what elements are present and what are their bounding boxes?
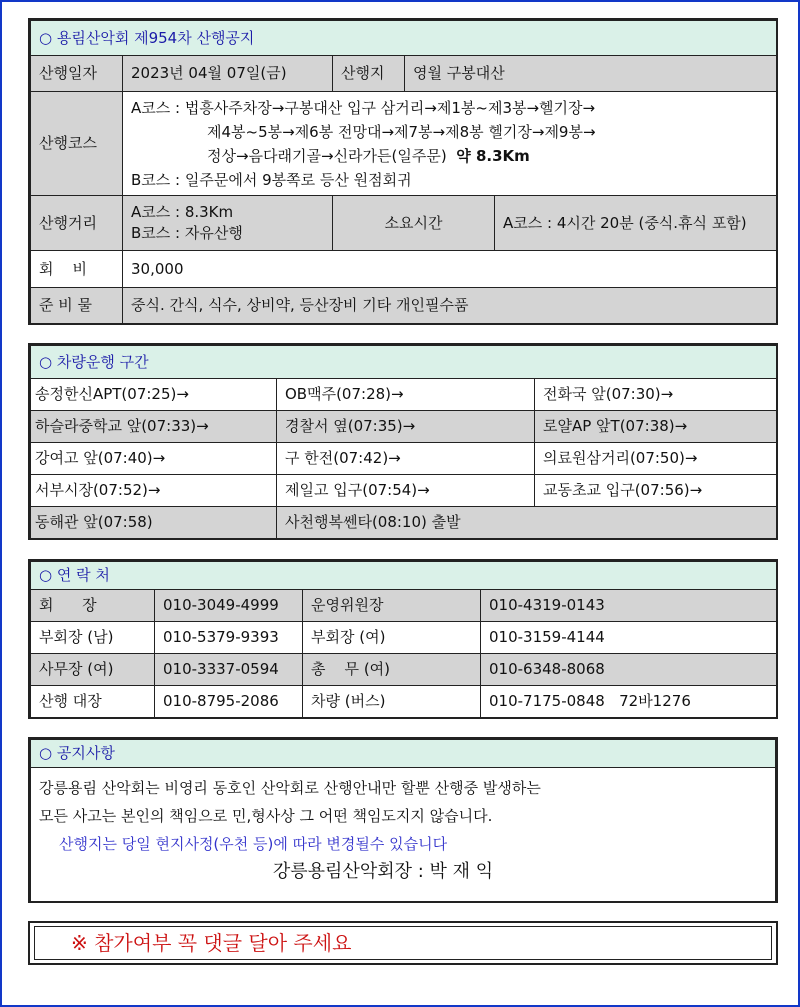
announce-line-2: 모든 사고는 본인의 책임으로 민,형사상 그 어떤 책임도지지 않습니다. xyxy=(39,807,493,825)
course-a-line3: 정상→음다래기골→신라가든(일주문) xyxy=(207,146,447,165)
contacts-section xyxy=(28,559,778,719)
announce-line-1: 강릉용림 산악회는 비영리 동호인 산악회로 산행안내만 할뿐 산행중 발생하는 xyxy=(39,779,541,797)
bus-stop: 전화국 앞(07:30)→ xyxy=(535,379,777,411)
contact-role: 부회장 (여) xyxy=(303,622,481,654)
bus-table xyxy=(30,345,777,539)
announce-section xyxy=(28,737,778,903)
distance-a: A코스 : 8.3Km xyxy=(131,203,234,221)
course-cell xyxy=(123,92,777,196)
contact-role: 회 장 xyxy=(31,590,155,622)
bus-stop: 서부시장(07:52)→ xyxy=(31,475,277,507)
contact-phone: 010-8795-2086 xyxy=(155,686,303,718)
bus-section xyxy=(28,343,778,540)
supplies-value: 중식. 간식, 식수, 상비약, 등산장비 기타 개인필수품 xyxy=(123,288,777,324)
time-label: 소요시간 xyxy=(333,196,495,251)
notice-title: ○ 용림산악회 제954차 산행공지 xyxy=(31,21,777,56)
bus-stop: 강여고 앞(07:40)→ xyxy=(31,443,277,475)
bus-stop: 하슬라중학교 앞(07:33)→ xyxy=(31,411,277,443)
course-b-line: B코스 : 일주문에서 9봉쪽로 등산 원점회귀 xyxy=(131,170,412,189)
footer-message: ※ 참가여부 꼭 댓글 달아 주세요 xyxy=(34,926,772,960)
bus-stop: 송정한신APT(07:25)→ xyxy=(31,379,277,411)
place-label: 산행지 xyxy=(333,56,405,92)
announce-signature: 강릉용림산악회장 : 박 재 익 xyxy=(272,861,494,882)
contact-phone: 010-3159-4144 xyxy=(481,622,777,654)
bus-stop: 교동초교 입구(07:56)→ xyxy=(535,475,777,507)
date-value: 2023년 04월 07일(금) xyxy=(123,56,333,92)
distance-label: 산행거리 xyxy=(31,196,123,251)
course-label: 산행코스 xyxy=(31,92,123,196)
bus-last-stop: 동해관 앞(07:58) xyxy=(31,507,277,539)
supplies-label: 준 비 물 xyxy=(31,288,123,324)
announce-body xyxy=(31,768,776,902)
notice-section xyxy=(28,18,778,325)
announce-title: ○ 공지사항 xyxy=(31,740,776,768)
bus-stop: 로얄AP 앞T(07:38)→ xyxy=(535,411,777,443)
bus-departure: 사천행복쎈타(08:10) 출발 xyxy=(277,507,777,539)
bus-stop: 제일고 입구(07:54)→ xyxy=(277,475,535,507)
distance-b: B코스 : 자유산행 xyxy=(131,224,243,242)
distance-cell xyxy=(123,196,333,251)
course-a-line2: 제4봉~5봉→제6봉 전망대→제7봉→제8봉 헬기장→제9봉→ xyxy=(207,122,596,141)
announce-line-3: 산행지는 당일 현지사정(우천 등)에 따라 변경될수 있습니다 xyxy=(59,835,448,853)
course-a-line3-wrap xyxy=(131,144,768,168)
bus-stop: 경찰서 옆(07:35)→ xyxy=(277,411,535,443)
notice-table xyxy=(30,20,777,324)
date-label: 산행일자 xyxy=(31,56,123,92)
place-value: 영월 구봉대산 xyxy=(405,56,777,92)
bus-stop: 구 한전(07:42)→ xyxy=(277,443,535,475)
contact-phone: 010-4319-0143 xyxy=(481,590,777,622)
course-a-line1: A코스 : 법흥사주차장→구봉대산 입구 삼거리→제1봉~제3봉→헬기장→ xyxy=(131,98,596,117)
contacts-title: ○ 연 락 처 xyxy=(31,562,777,590)
contacts-table xyxy=(30,561,777,718)
fee-label: 회 비 xyxy=(31,251,123,288)
bus-stop: OB맥주(07:28)→ xyxy=(277,379,535,411)
contact-role: 운영위원장 xyxy=(303,590,481,622)
contact-phone: 010-6348-8068 xyxy=(481,654,777,686)
contact-role: 산행 대장 xyxy=(31,686,155,718)
course-a-distance: 약 8.3Km xyxy=(456,146,530,165)
contact-role: 부회장 (남) xyxy=(31,622,155,654)
contact-role: 차량 (버스) xyxy=(303,686,481,718)
announce-table xyxy=(30,739,776,902)
contact-role: 사무장 (여) xyxy=(31,654,155,686)
contact-phone: 010-3049-4999 xyxy=(155,590,303,622)
time-value: A코스 : 4시간 20분 (중식.휴식 포함) xyxy=(495,196,777,251)
bus-title: ○ 차량운행 구간 xyxy=(31,346,777,379)
fee-value: 30,000 xyxy=(123,251,777,288)
contact-phone: 010-3337-0594 xyxy=(155,654,303,686)
bus-stop: 의료원삼거리(07:50)→ xyxy=(535,443,777,475)
contact-role: 총 무 (여) xyxy=(303,654,481,686)
contact-phone: 010-7175-0848 72바1276 xyxy=(481,686,777,718)
contact-phone: 010-5379-9393 xyxy=(155,622,303,654)
footer-section xyxy=(28,921,778,965)
